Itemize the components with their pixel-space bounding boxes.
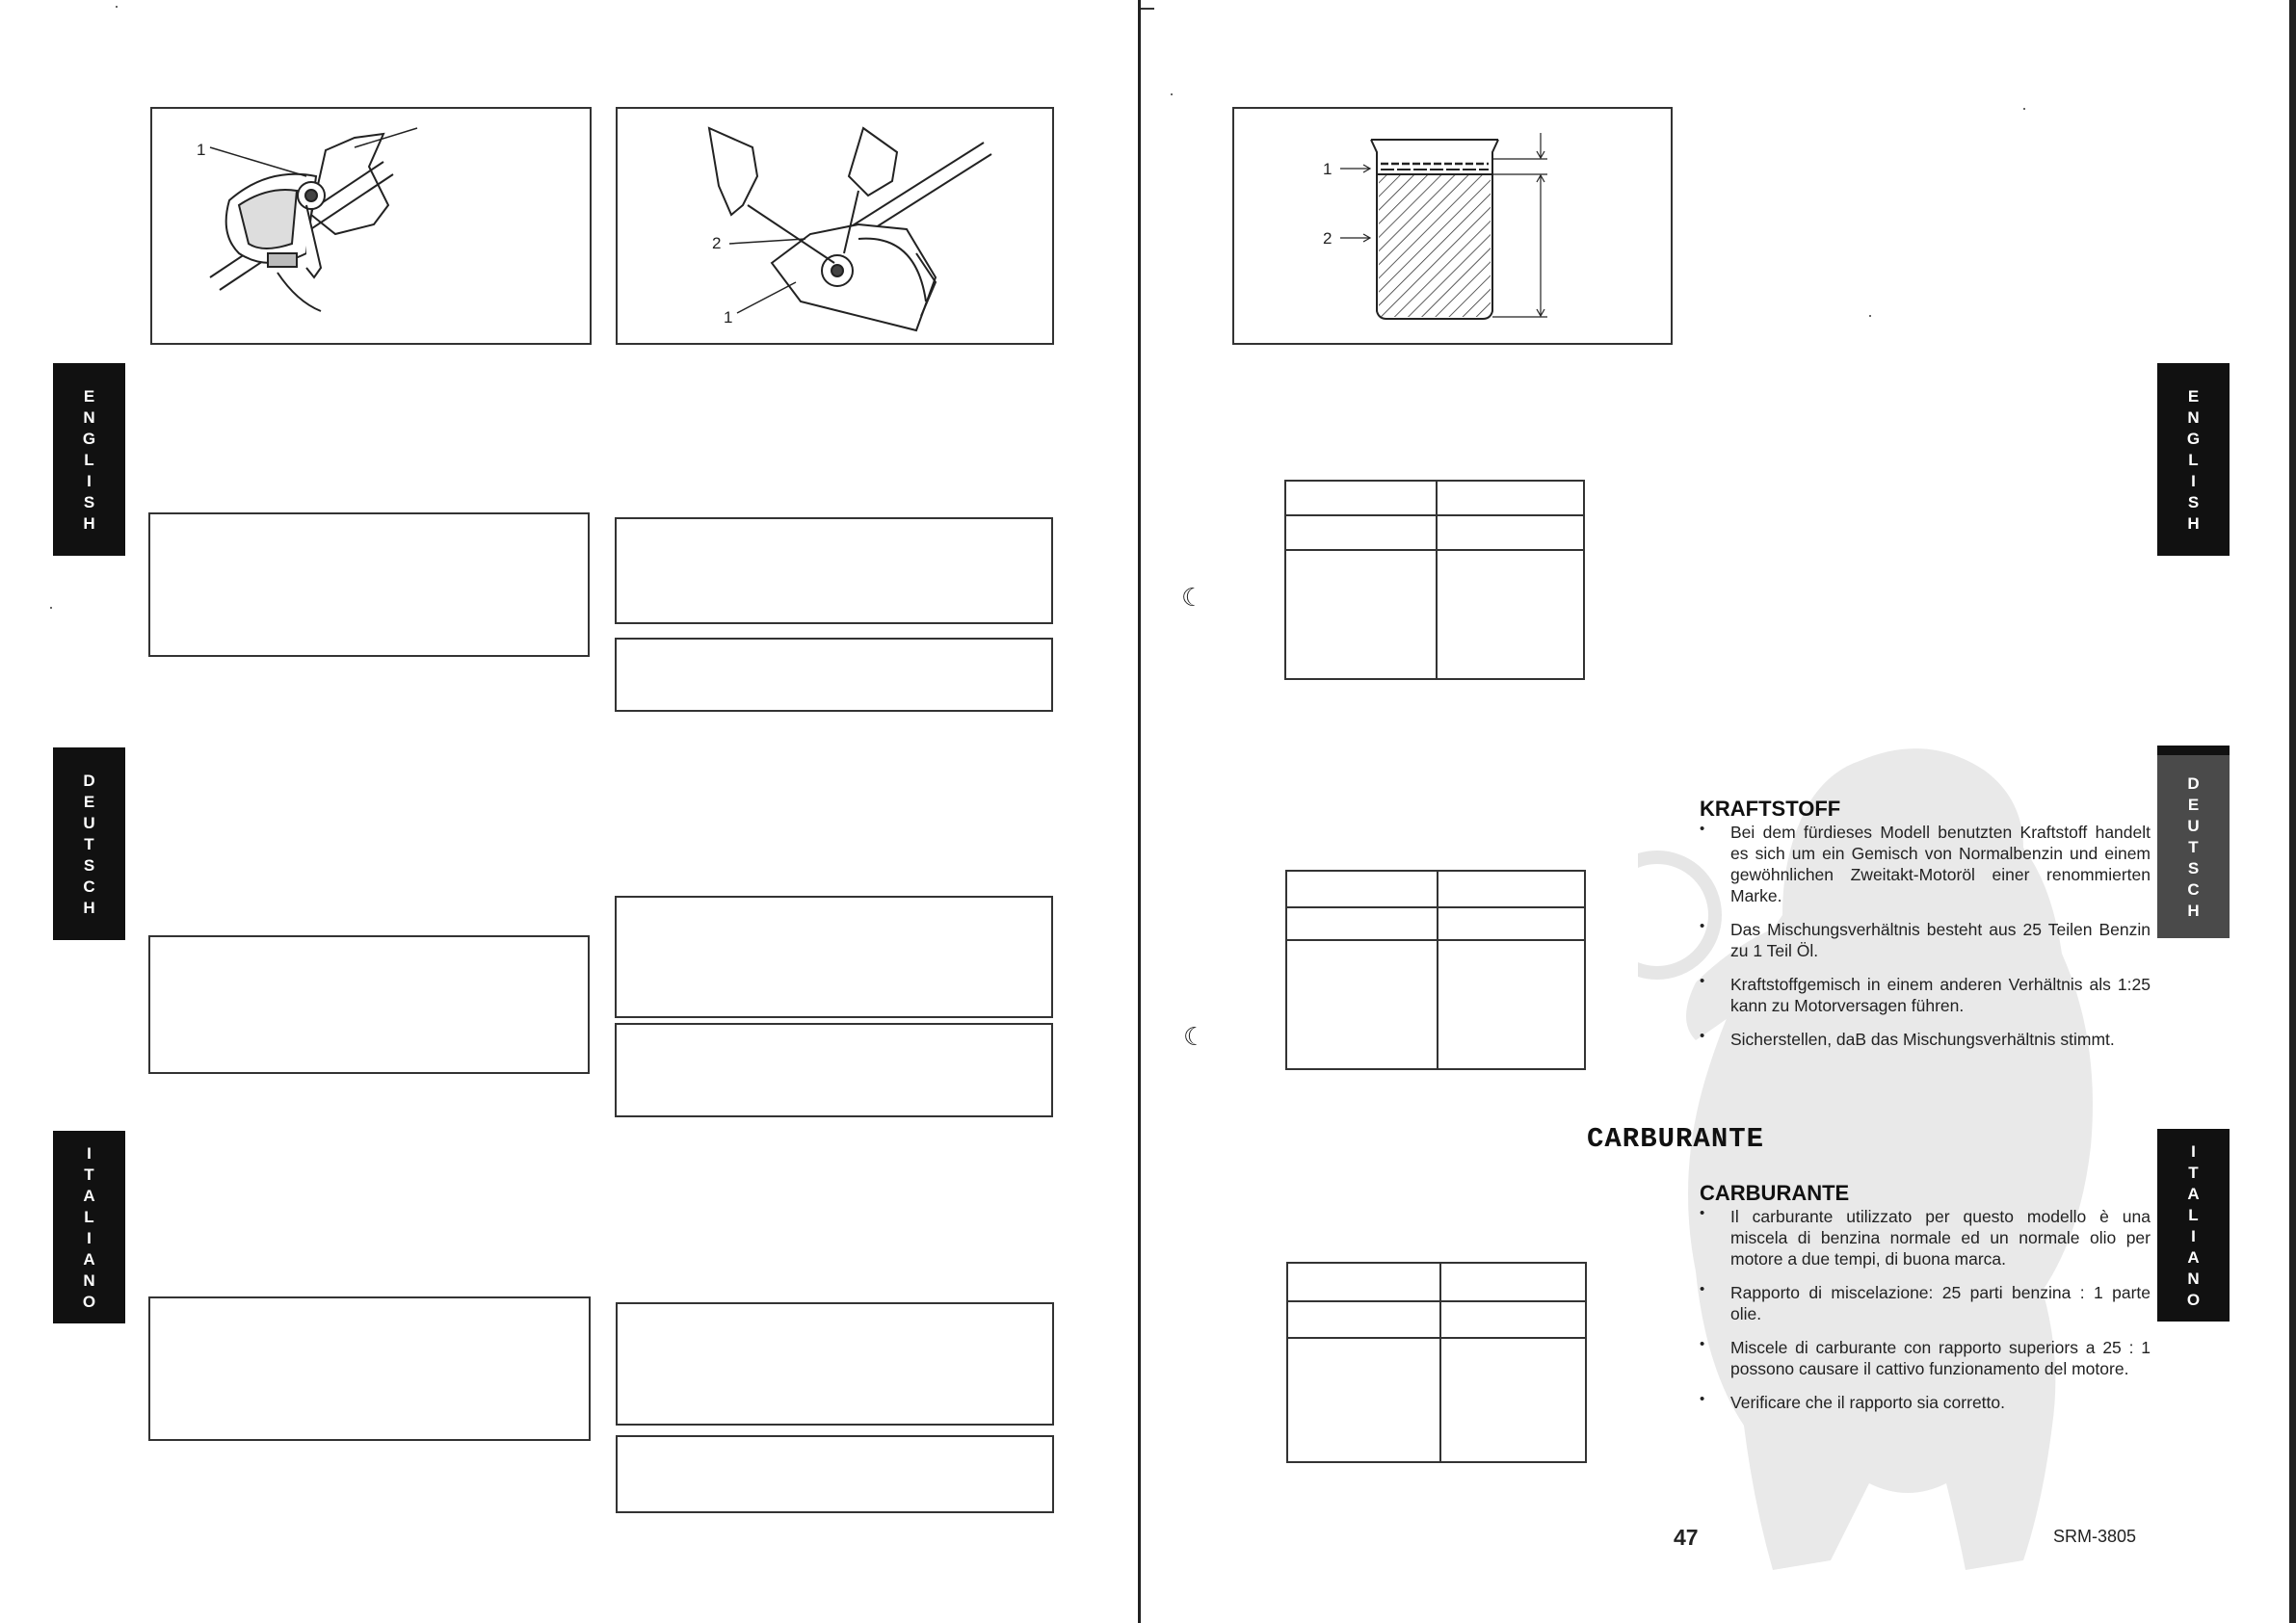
clip-marker-icon: ☾ [1181, 584, 1204, 613]
gloves-blade-illustration [618, 109, 1052, 343]
empty-frame-it-1 [148, 1296, 591, 1441]
callout-1: 1 [197, 141, 206, 159]
tab-english-left: E N G L I S H [53, 363, 125, 556]
empty-table-de [1285, 870, 1586, 1070]
tab-italiano-left: I T A L I A N O [53, 1131, 125, 1323]
tab-deutsch-left: D E U T S C H [53, 747, 125, 940]
carburante-section-title: CARBURANTE [1587, 1123, 1765, 1155]
callout-2: 2 [712, 234, 722, 252]
scan-speck [50, 607, 52, 609]
model-code: SRM-3805 [2053, 1527, 2137, 1546]
page-spine [1138, 0, 1141, 1623]
callout-container-1: 1 [1323, 160, 1333, 178]
callout-1b: 1 [724, 308, 733, 327]
figure-trimmer-guard [150, 107, 592, 345]
empty-frame-en-3 [615, 638, 1053, 712]
empty-frame-de-1 [148, 935, 590, 1074]
list-item: • Kraftstoffgemisch in einem anderen Verhältnis als 1:25 kann zu Motorversagen führen. [1700, 974, 2151, 1016]
empty-table-en [1284, 480, 1585, 680]
scan-speck [1869, 315, 1871, 317]
tab-italiano-right: I T A L I A N O [2157, 1129, 2230, 1322]
right-edge [2289, 0, 2296, 1623]
page-number: 47 [1674, 1525, 1699, 1550]
empty-frame-en-2 [615, 517, 1053, 624]
callout-container-2: 2 [1323, 229, 1333, 248]
trimmer-guard-illustration [152, 109, 590, 343]
empty-frame-de-2 [615, 896, 1053, 1018]
figure-gloves-blade [616, 107, 1054, 345]
list-item: • Sicherstellen, daB das Mischungsverhältnis stimmt. [1700, 1029, 2151, 1050]
tab-deutsch-right: D E U T S C H [2157, 746, 2230, 938]
fuel-container-illustration [1234, 109, 1671, 343]
empty-frame-en-1 [148, 512, 590, 657]
clip-marker-icon: ☾ [1183, 1023, 1206, 1052]
scan-speck [116, 6, 118, 8]
spine-corner [1141, 8, 1154, 10]
list-item: • Il carburante utilizzato per questo modello è una miscela di benzina normale ed un normale olio per motore a due tempi, di buona marca. [1700, 1206, 2151, 1270]
kraftstoff-heading: KRAFTSTOFF [1700, 797, 1841, 821]
empty-frame-it-2 [616, 1302, 1054, 1426]
kraftstoff-bullets [1700, 822, 2151, 1062]
tab-english-right: E N G L I S H [2157, 363, 2230, 556]
list-item: • Bei dem fürdieses Modell benutzten Kraftstoff handelt es sich um ein Gemisch von Normalbenzin und einem gewöhnlichen Zweitakt-Motoröl einer renommierten Marke. [1700, 822, 2151, 906]
empty-frame-de-3 [615, 1023, 1053, 1117]
scan-speck [1171, 93, 1173, 95]
list-item: • Rapporto di miscelazione: 25 parti benzina : 1 parte olie. [1700, 1282, 2151, 1324]
list-item: • Das Mischungsverhältnis besteht aus 25 Teilen Benzin zu 1 Teil Öl. [1700, 919, 2151, 961]
carburante-bullets [1700, 1206, 2151, 1426]
list-item: • Miscele di carburante con rapporto superiors a 25 : 1 possono causare il cattivo funzionamento del motore. [1700, 1337, 2151, 1379]
figure-fuel-container [1232, 107, 1673, 345]
scan-speck [2023, 108, 2025, 110]
carburante-heading: CARBURANTE [1700, 1181, 1850, 1205]
empty-frame-it-3 [616, 1435, 1054, 1513]
empty-table-it [1286, 1262, 1587, 1463]
list-item: • Verificare che il rapporto sia corretto. [1700, 1392, 2151, 1413]
